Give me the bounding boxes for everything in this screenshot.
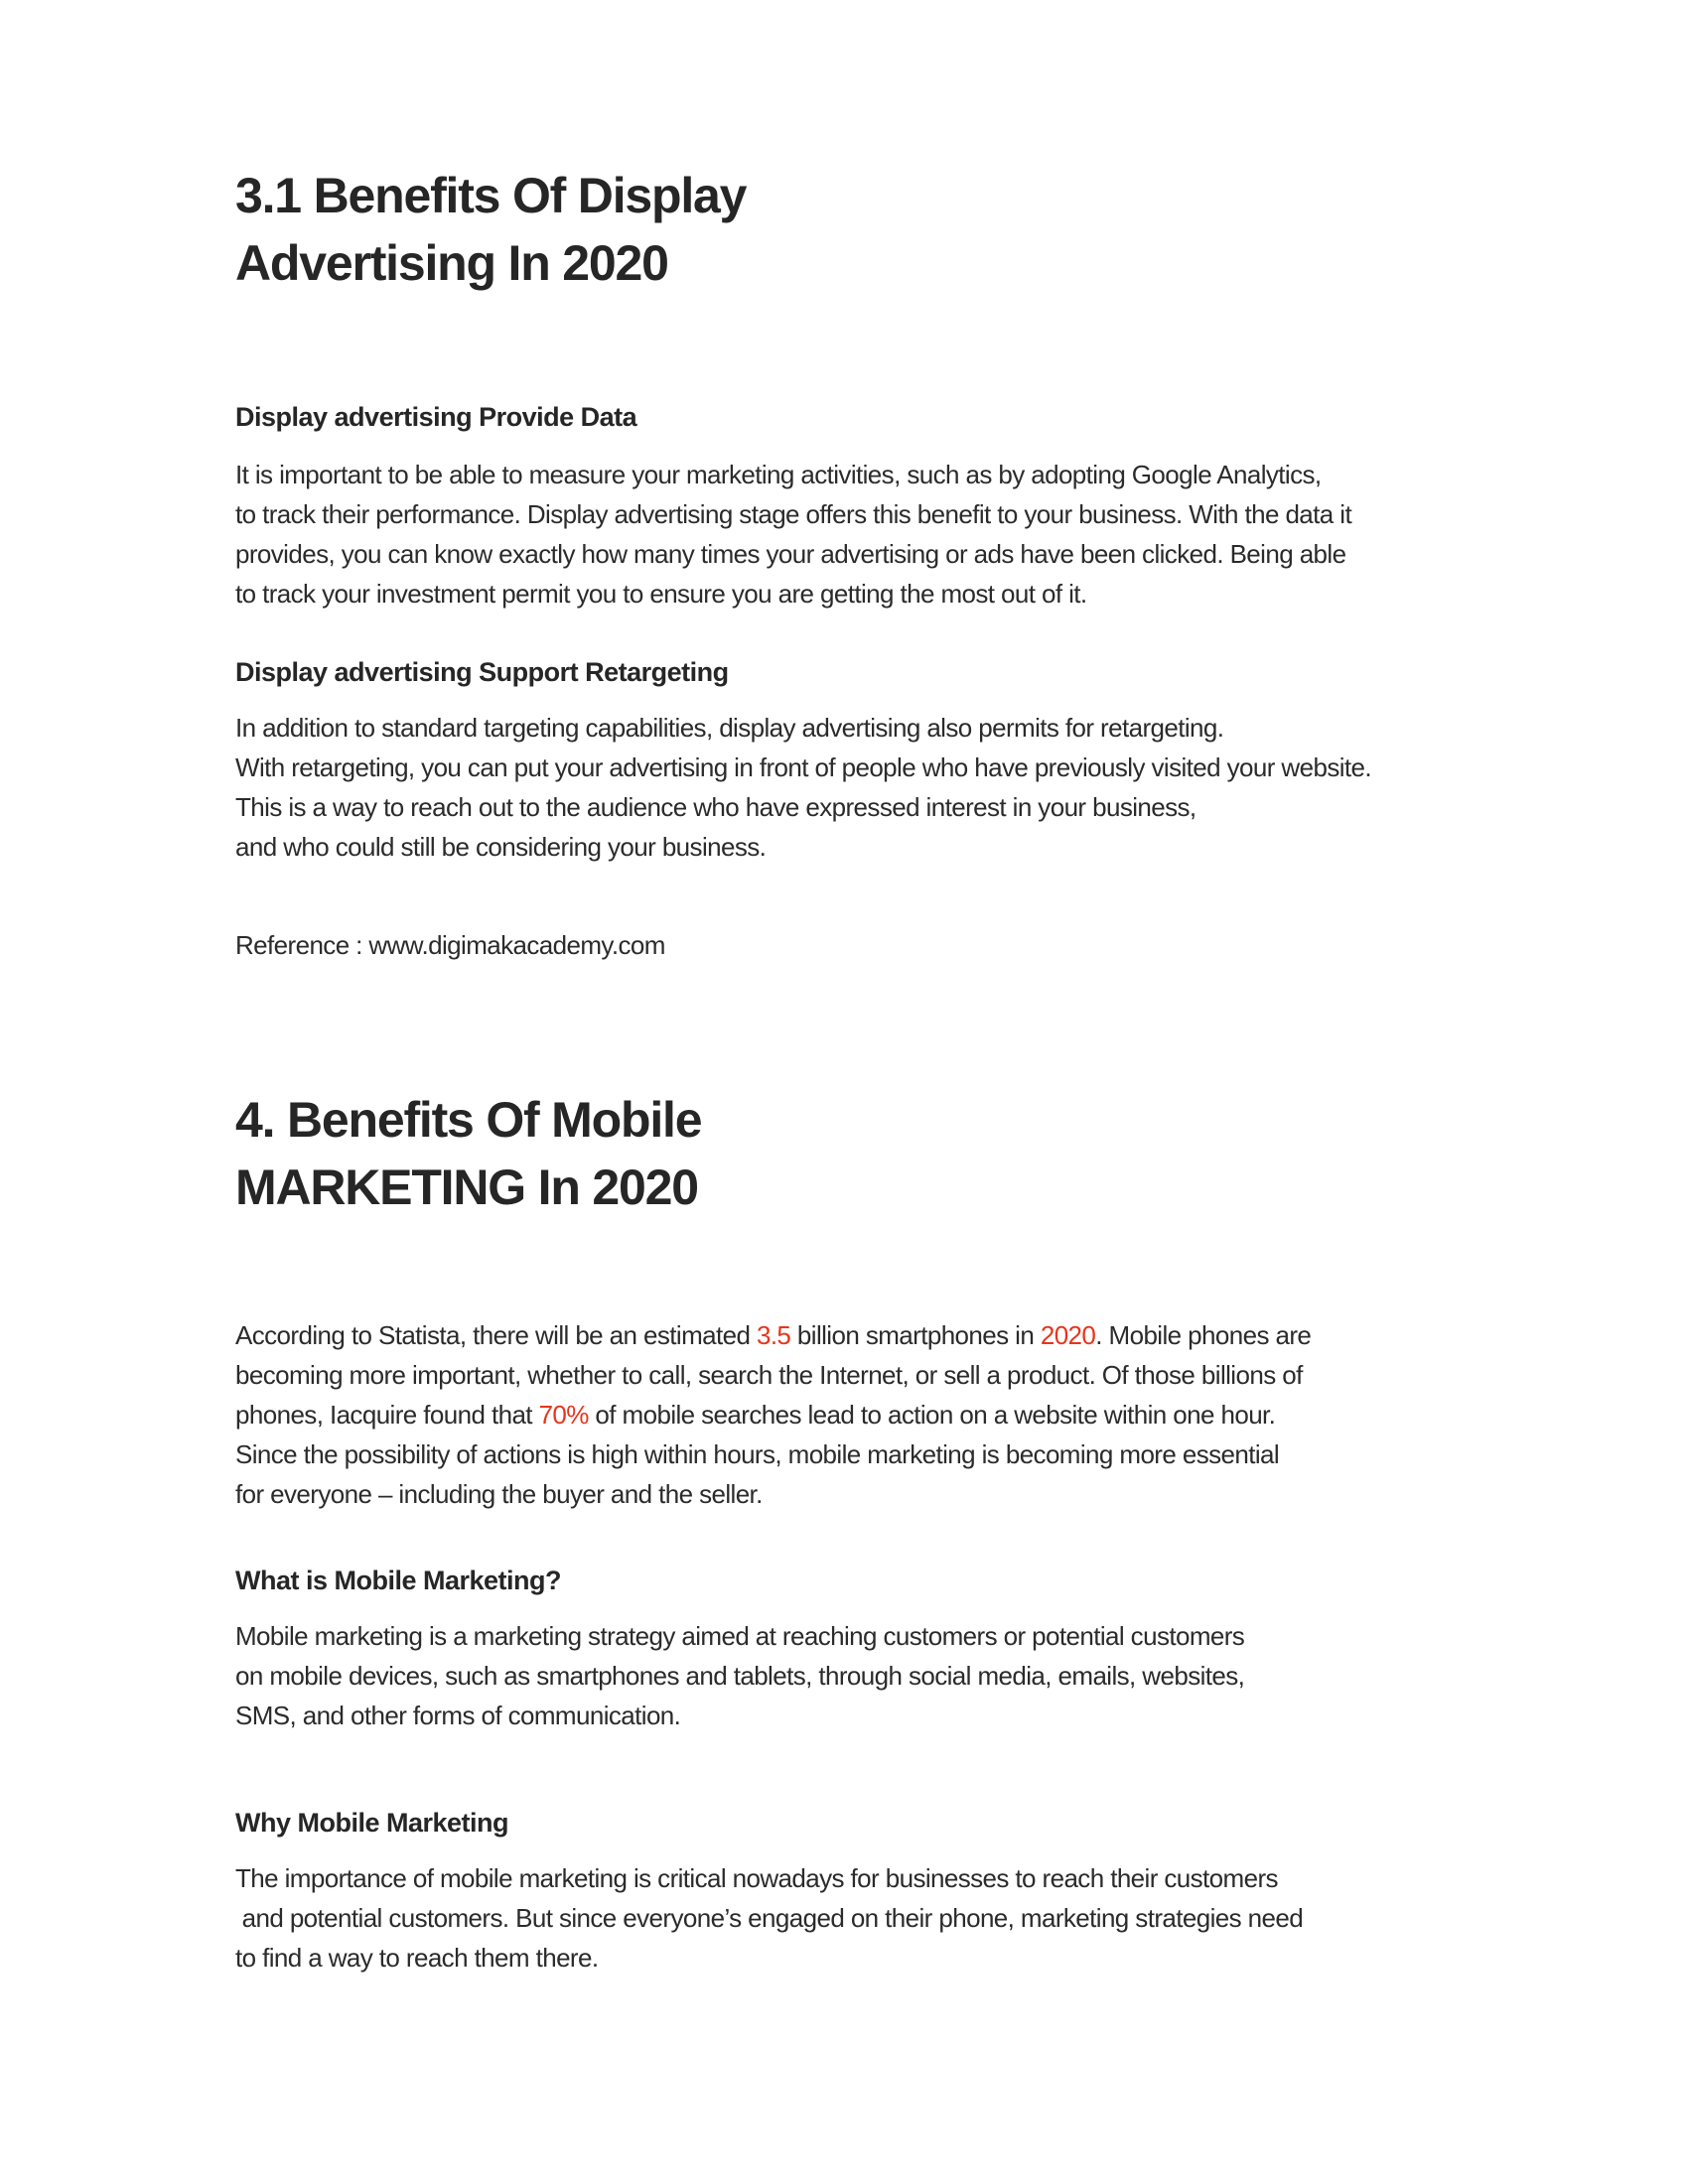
text-line: SMS, and other forms of communication. [235,1701,681,1730]
paragraph-support-retargeting [235,708,1371,867]
title-line: Advertising In 2020 [235,235,668,291]
text-run: phones, Iacquire found that [235,1400,539,1430]
text-line: and potential customers. But since everyone’s engaged on their phone, marketing strategies need [235,1903,1304,1933]
subheading-why-mobile-marketing: Why Mobile Marketing [235,1808,509,1838]
text-line: provides, you can know exactly how many times your advertising or ads have been clicked. Being able [235,539,1346,569]
text-run: billion smartphones in [790,1320,1041,1350]
title-line: MARKETING In 2020 [235,1160,698,1215]
text-line: on mobile devices, such as smartphones and tablets, through social media, emails, websites, [235,1661,1245,1691]
text-line: In addition to standard targeting capabilities, display advertising also permits for retargeting. [235,713,1224,743]
text-run: According to Statista, there will be an estimated [235,1320,757,1350]
paragraph-why-mobile-marketing [235,1858,1303,1978]
section-title-display-advertising [235,162,746,297]
text-line: to track their performance. Display advertising stage offers this benefit to your business. With the data it [235,499,1352,529]
text-run: of mobile searches lead to action on a website within one hour. [588,1400,1276,1430]
text-line [235,1395,1311,1434]
text-line: The importance of mobile marketing is critical nowadays for businesses to reach their customers [235,1863,1278,1893]
text-line: This is a way to reach out to the audience who have expressed interest in your business, [235,792,1196,822]
text-line: It is important to be able to measure your marketing activities, such as by adopting Google Analytics, [235,460,1322,489]
text-line: for everyone – including the buyer and the seller. [235,1479,763,1509]
title-line: 4. Benefits Of Mobile [235,1092,702,1148]
subheading-support-retargeting: Display advertising Support Retargeting [235,657,729,687]
highlight-stat-percent: 70% [538,1400,589,1430]
text-line [235,1315,1311,1355]
reference-text: Reference : www.digimakacademy.com [235,930,665,960]
title-line: 3.1 Benefits Of Display [235,168,747,223]
text-line: and who could still be considering your business. [235,832,767,862]
text-line: With retargeting, you can put your advertising in front of people who have previously visited your website. [235,752,1372,782]
text-line: becoming more important, whether to call, search the Internet, or sell a product. Of those billions of [235,1360,1303,1390]
paragraph-what-is-mobile-marketing [235,1616,1244,1735]
subheading-what-is-mobile-marketing: What is Mobile Marketing? [235,1566,562,1595]
highlight-year: 2020 [1040,1320,1096,1350]
text-run: . Mobile phones are [1095,1320,1312,1350]
text-line: Mobile marketing is a marketing strategy aimed at reaching customers or potential customers [235,1621,1245,1651]
text-line: Since the possibility of actions is high within hours, mobile marketing is becoming more essential [235,1439,1280,1469]
text-line: to find a way to reach them there. [235,1943,599,1973]
text-line: to track your investment permit you to ensure you are getting the most out of it. [235,579,1087,609]
paragraph-mobile-intro [235,1315,1311,1514]
section-title-mobile-marketing [235,1086,701,1221]
paragraph-provide-data [235,455,1351,614]
highlight-stat-smartphones: 3.5 [756,1320,791,1350]
subheading-provide-data: Display advertising Provide Data [235,402,637,432]
